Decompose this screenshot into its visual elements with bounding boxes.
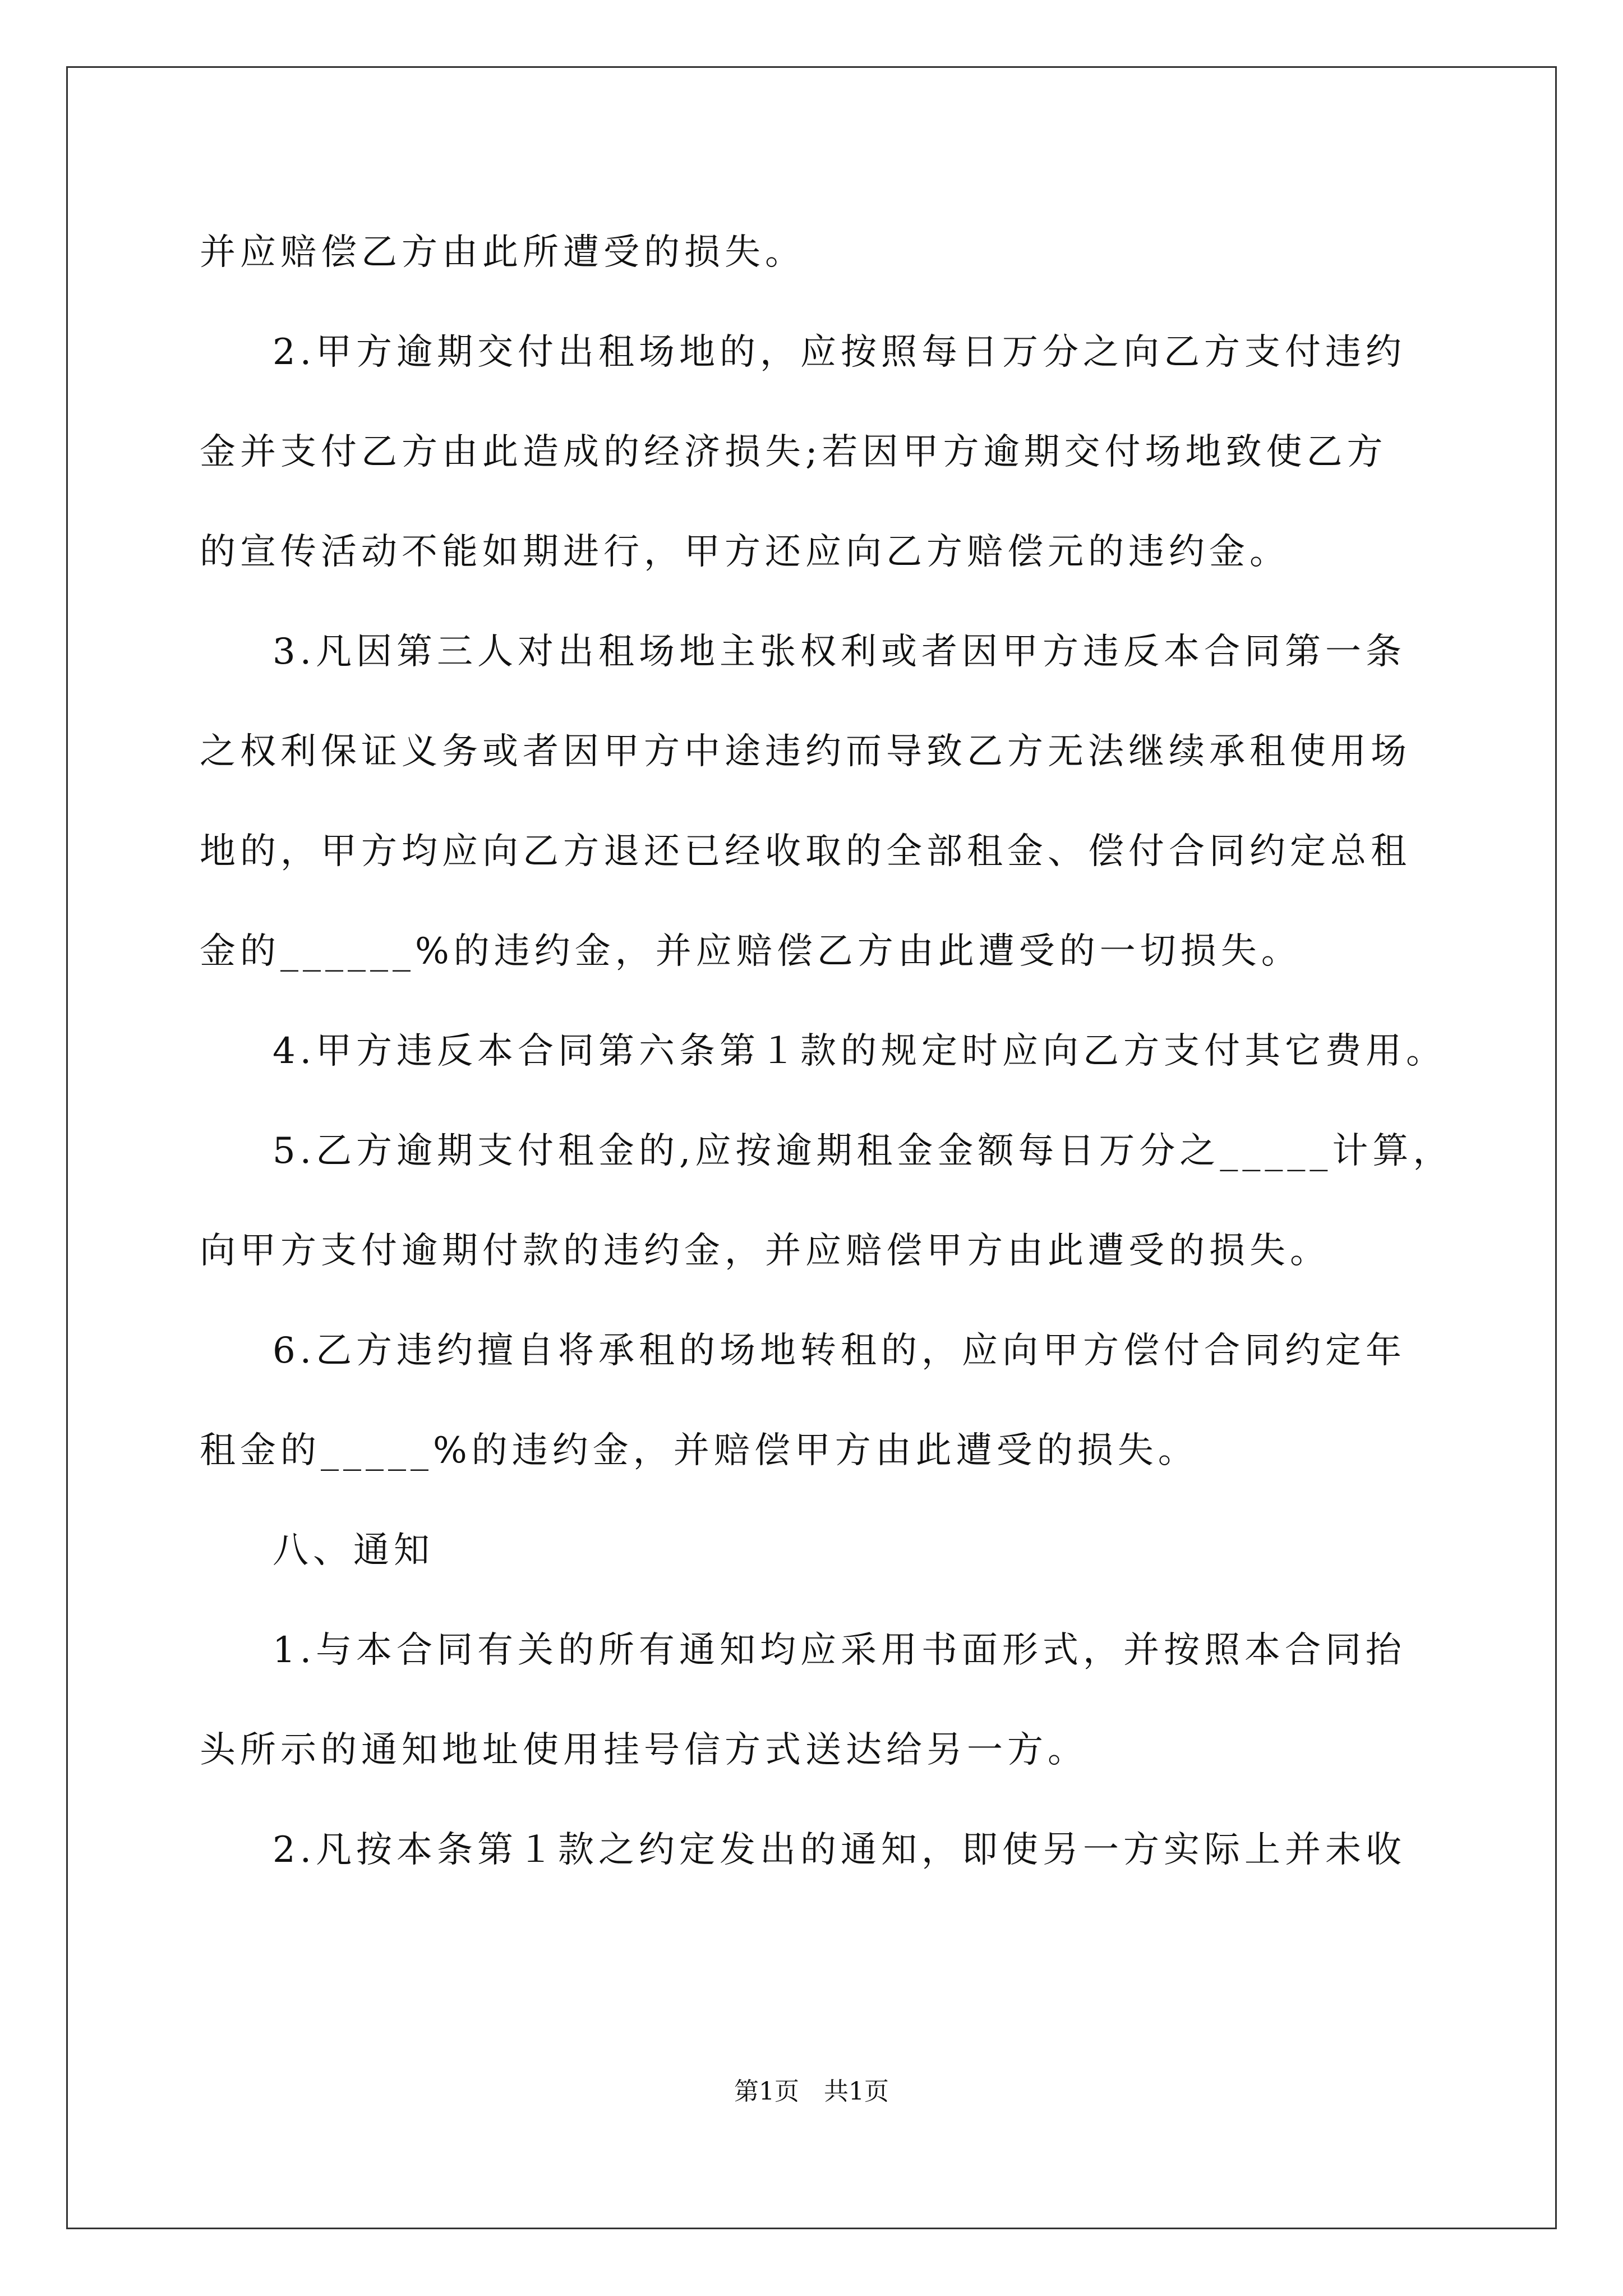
text-line: 金并支付乙方由此造成的经济损失;若因甲方逾期交付场地致使乙方: [200, 431, 1387, 473]
text-line: 4.甲方违反本合同第六条第１款的规定时应向乙方支付其它费用。: [273, 1030, 1447, 1072]
text-line: 地的，甲方均应向乙方退还已经收取的全部租金、偿付合同约定总租: [200, 831, 1411, 872]
text-line: 2.甲方逾期交付出租场地的，应按照每日万分之向乙方支付违约: [273, 332, 1407, 373]
text-line: 1.与本合同有关的所有通知均应采用书面形式，并按照本合同抬: [273, 1630, 1407, 1671]
text-line: 头所示的通知地址使用挂号信方式送达给另一方。: [200, 1729, 1088, 1771]
text-line: 3.凡因第三人对出租场地主张权利或者因甲方违反本合同第一条: [273, 631, 1407, 673]
page-number-footer: 第1页 共1页: [734, 2077, 889, 2106]
section-heading: 八、通知: [273, 1530, 434, 1571]
text-line: 之权利保证义务或者因甲方中途违约而导致乙方无法继续承租使用场: [200, 731, 1411, 772]
text-line: 租金的_____%的违约金，并赔偿甲方由此遭受的损失。: [200, 1430, 1198, 1471]
text-line: 5.乙方逾期支付租金的,应按逾期租金金额每日万分之_____计算，: [273, 1130, 1454, 1172]
text-line: 并应赔偿乙方由此所遭受的损失。: [200, 232, 805, 273]
text-line: 2.凡按本条第１款之约定发出的通知，即使另一方实际上并未收: [273, 1829, 1407, 1871]
text-line: 金的______%的违约金，并应赔偿乙方由此遭受的一切损失。: [200, 931, 1302, 972]
text-line: 向甲方支付逾期付款的违约金，并应赔偿甲方由此遭受的损失。: [200, 1230, 1330, 1272]
text-line: 的宣传活动不能如期进行，甲方还应向乙方赔偿元的违约金。: [200, 531, 1290, 573]
text-line: 6.乙方违约擅自将承租的场地转租的，应向甲方偿付合同约定年: [273, 1330, 1407, 1372]
